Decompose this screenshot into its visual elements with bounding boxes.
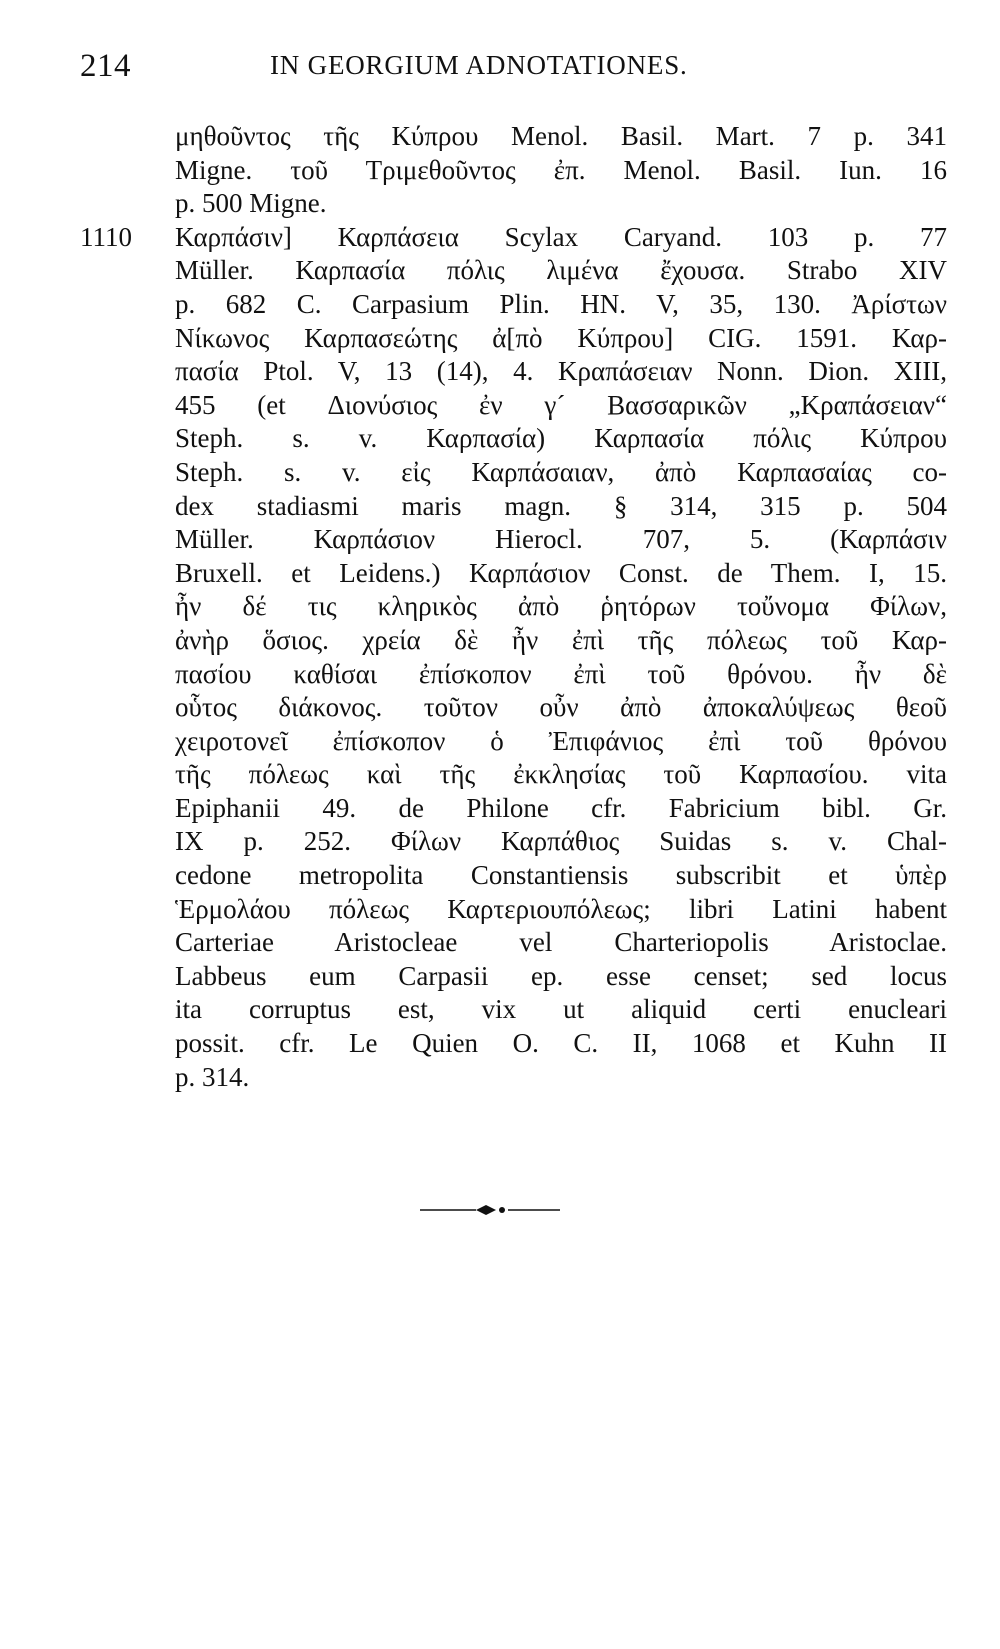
text-line [0, 758, 1000, 792]
text-line [0, 120, 1000, 154]
text-line [0, 993, 1000, 1027]
text-line [0, 725, 1000, 759]
line-text: p. 314. [175, 1061, 250, 1092]
line-text: Epiphanii 49. de Philone cfr. Fabricium bibl. Gr. [175, 792, 947, 823]
running-head: IN GEORGIUM ADNOTATIONES. [270, 50, 688, 80]
text-line [0, 456, 1000, 490]
line-text: ἀνὴρ ὅσιος. χρεία δὲ ἦν ἐπὶ τῆς πόλεως τοῦ Καρ- [175, 624, 947, 655]
text-line [0, 389, 1000, 423]
line-text: Steph. s. v. Καρπασία) Καρπασία πόλις Κύπρου [175, 423, 947, 454]
line-number: 1110 [80, 221, 132, 252]
line-text: ita corruptus est, vix ut aliquid certi enucleari [175, 994, 947, 1025]
text-line [0, 254, 1000, 288]
text-line [0, 422, 1000, 456]
text-line [0, 355, 1000, 389]
line-text: Bruxell. et Leidens.) Καρπάσιον Const. de Them. I, 15. [175, 557, 947, 588]
line-text: πασίου καθίσαι ἐπίσκοπον ἐπὶ τοῦ θρόνου. ἦν δὲ [175, 658, 947, 689]
line-text: τῆς πόλεως καὶ τῆς ἐκκλησίας τοῦ Καρπασίου. vita [175, 759, 947, 790]
text-line [0, 792, 1000, 826]
line-text: Carteriae Aristocleae vel Charteriopolis Aristoclae. [175, 927, 947, 958]
line-text: possit. cfr. Le Quien O. C. II, 1068 et Kuhn II [175, 1028, 947, 1059]
text-line [0, 926, 1000, 960]
line-text: p. 500 Migne. [175, 188, 327, 219]
text-line [0, 187, 1000, 221]
line-text: p. 682 C. Carpasium Plin. HN. V, 35, 130. Ἀρίστων [175, 288, 947, 319]
line-text: ἦν δέ τις κληρικὸς ἀπὸ ῥητόρων τοὔνομα Φίλων, [175, 591, 947, 622]
page-number: 214 [80, 48, 131, 84]
text-line [0, 624, 1000, 658]
page-header [0, 40, 1000, 90]
text-line [0, 691, 1000, 725]
text-line [0, 893, 1000, 927]
text-line [0, 960, 1000, 994]
text-line [0, 322, 1000, 356]
text-line [0, 288, 1000, 322]
line-text: cedone metropolita Constantiensis subscribit et ὑπὲρ [175, 860, 947, 891]
line-text: μηθοῦντος τῆς Κύπρου Menol. Basil. Mart. 7 p. 341 [175, 121, 947, 151]
text-line [0, 590, 1000, 624]
text-body [0, 120, 1000, 1094]
text-line [0, 221, 1000, 255]
line-text: Müller. Καρπασία πόλις λιμένα ἔχουσα. Strabo XIV [175, 255, 947, 286]
text-line [0, 523, 1000, 557]
text-line [0, 658, 1000, 692]
line-text: dex stadiasmi maris magn. § 314, 315 p. 504 [175, 490, 947, 521]
line-text: Steph. s. v. εἰς Καρπάσαιαν, ἀπὸ Καρπασαίας co- [175, 456, 947, 487]
line-text: Ἑρμολάου πόλεως Καρτεριουπόλεως; libri Latini habent [175, 893, 947, 924]
text-line [0, 154, 1000, 188]
text-line [0, 825, 1000, 859]
line-text: 455 (et Διονύσιος ἐν γ´ Βασσαρικῶν „Κραπάσειαν“ [175, 389, 947, 420]
line-text: Καρπάσιν] Καρπάσεια Scylax Caryand. 103 p. 77 [175, 221, 947, 252]
line-text: χειροτονεῖ ἐπίσκοπον ὁ Ἐπιφάνιος ἐπὶ τοῦ θρόνου [175, 725, 947, 756]
line-text: πασία Ptol. V, 13 (14), 4. Κραπάσειαν Nonn. Dion. XIII, [175, 356, 947, 387]
text-line [0, 1061, 1000, 1095]
text-line [0, 557, 1000, 591]
line-text: Νίκωνος Καρπασεώτης ἀ[πὸ Κύπρου] CIG. 1591. Καρ- [175, 322, 947, 353]
line-text: Labbeus eum Carpasii ep. esse censet; sed locus [175, 960, 947, 991]
line-text: Müller. Καρπάσιον Hierocl. 707, 5. (Καρπάσιν [175, 524, 947, 555]
text-line [0, 859, 1000, 893]
line-text: οὗτος διάκονος. τοῦτον οὖν ἀπὸ ἀποκαλύψεως θεοῦ [175, 692, 947, 723]
line-text: IX p. 252. Φίλων Καρπάθιος Suidas s. v. Chal- [175, 826, 947, 857]
text-line [0, 1027, 1000, 1061]
fleuron-ornament [420, 1203, 560, 1217]
text-line [0, 490, 1000, 524]
line-text: Migne. τοῦ Τριμεθοῦντος ἐπ. Menol. Basil. Iun. 16 [175, 154, 947, 185]
